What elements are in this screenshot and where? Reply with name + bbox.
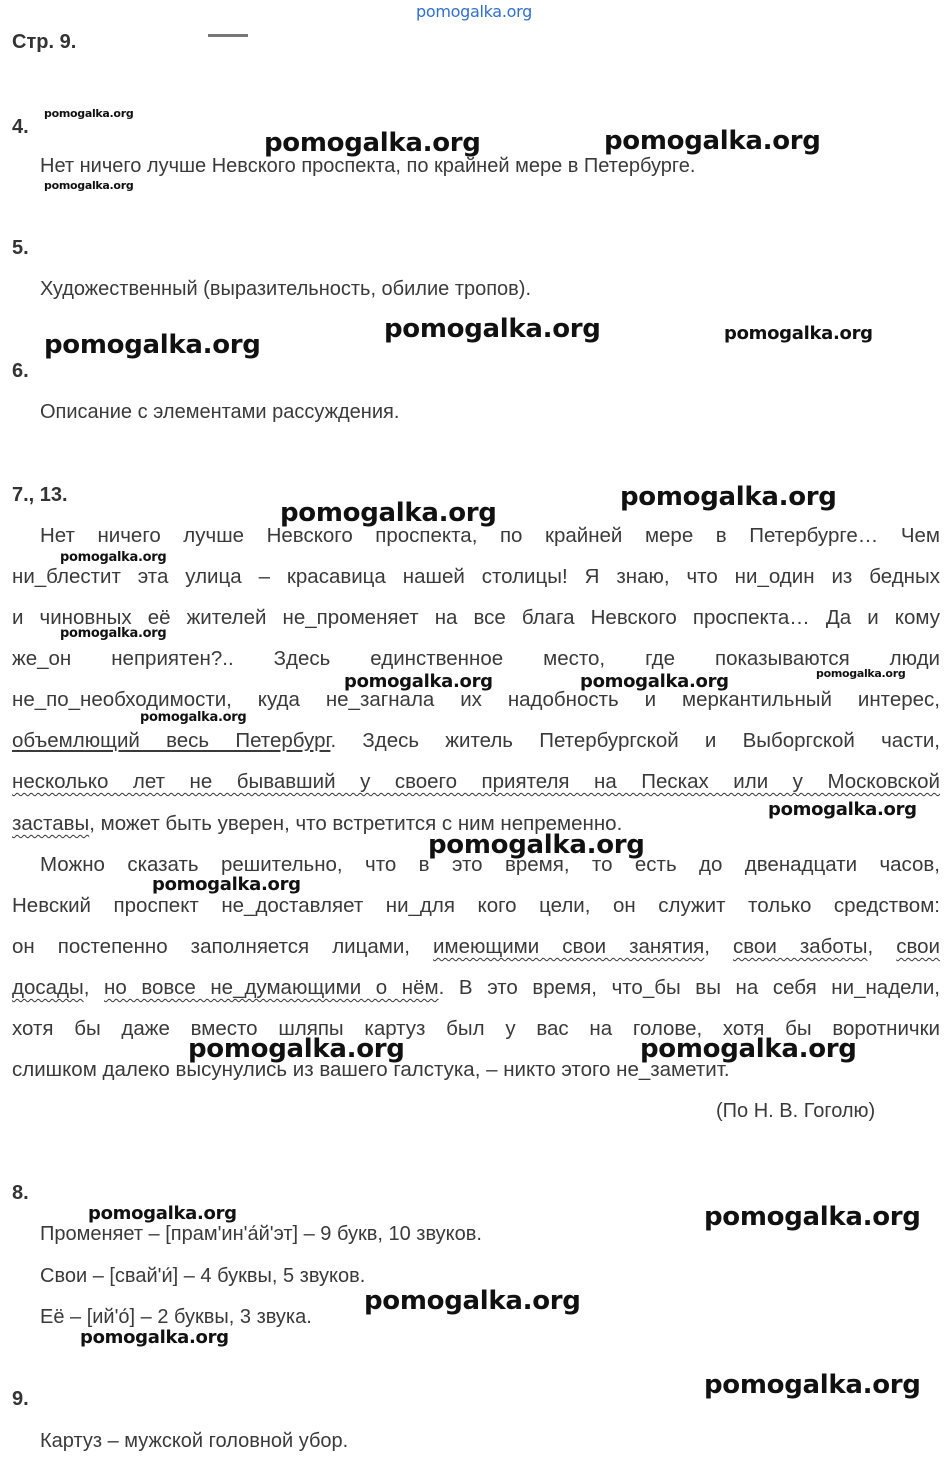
wavy-underlined-phrase: но вовсе не_думающими о нём: [104, 976, 439, 999]
text-line-14: слишком далеко высунулись из вашего галстука, – никто этого не_заметит.: [12, 1058, 730, 1081]
watermark: pomogalka.org: [816, 667, 906, 680]
text-line-1: Нет ничего лучше Невского проспекта, по крайней мере в Петербурге… Чем: [40, 524, 940, 547]
text-line-7: [12, 770, 940, 794]
watermark: pomogalka.org: [580, 671, 729, 692]
task-number-5: 5.: [12, 237, 29, 259]
text-segment: ,: [83, 976, 105, 999]
watermark: pomogalka.org: [188, 1034, 405, 1064]
watermark: pomogalka.org: [60, 550, 167, 565]
site-watermark-top: pomogalka.org: [416, 2, 532, 21]
text-line-4: же_он неприятен?.. Здесь единственное место, где показываются люди: [12, 647, 940, 670]
watermark: pomogalka.org: [704, 1202, 921, 1232]
task-number-6: 6.: [12, 360, 29, 382]
text-segment: ,: [867, 935, 897, 958]
watermark: pomogalka.org: [80, 1327, 229, 1348]
source-attribution: (По Н. В. Гоголю): [716, 1100, 876, 1122]
text-line-13: хотя бы даже вместо шляпы картуз был у вас на голове, хотя бы воротнички: [12, 1017, 940, 1040]
text-line-5: не_по_необходимости, куда не_загнала их надобность и меркантильный интерес,: [12, 688, 940, 711]
text-line-3: и чиновных её жителей не_променяет на все блага Невского проспекта… Да и кому: [12, 606, 940, 629]
watermark: pomogalka.org: [264, 128, 481, 158]
wavy-underlined-word: досады: [12, 976, 84, 999]
task-8-line-3: Её – [ий'о́] – 2 буквы, 3 звука.: [40, 1306, 312, 1328]
text-line-6: [12, 729, 940, 753]
watermark: pomogalka.org: [44, 107, 134, 120]
wavy-underlined-phrase: имеющими свои занятия: [433, 935, 705, 958]
task-number-9: 9.: [12, 1388, 29, 1410]
underlined-phrase: объемлющий весь Петербург: [12, 729, 331, 752]
watermark: pomogalka.org: [620, 482, 837, 512]
text-line-11: [12, 935, 940, 959]
task-8-line-2: Свои – [свай'и́] – 4 буквы, 5 звуков.: [40, 1265, 366, 1287]
watermark: pomogalka.org: [280, 498, 497, 528]
watermark: pomogalka.org: [344, 671, 493, 692]
watermark: pomogalka.org: [704, 1370, 921, 1400]
cropped-text-fragment: [208, 34, 256, 38]
watermark: pomogalka.org: [604, 126, 821, 156]
watermark: pomogalka.org: [428, 830, 645, 860]
watermark: pomogalka.org: [88, 1203, 237, 1224]
watermark: pomogalka.org: [152, 874, 301, 895]
task-9-answer: Картуз – мужской головной убор.: [40, 1430, 349, 1452]
task-number-8: 8.: [12, 1182, 29, 1204]
text-segment: . В это время, что_бы вы на себя ни_надели,: [438, 976, 940, 999]
watermark: pomogalka.org: [60, 626, 167, 641]
page-label: Стр. 9.: [12, 31, 77, 53]
watermark: pomogalka.org: [768, 799, 917, 820]
wavy-underlined-phrase: несколько лет не бывавший у своего приятеля на Песках или у Московской: [12, 770, 940, 793]
text-segment: он постепенно заполняется лицами,: [12, 935, 434, 958]
wavy-underlined-phrase: свои заботы: [733, 935, 868, 958]
watermark: pomogalka.org: [384, 314, 601, 344]
watermark: pomogalka.org: [44, 179, 134, 192]
watermark: pomogalka.org: [364, 1286, 581, 1316]
task-4-answer: Нет ничего лучше Невского проспекта, по крайней мере в Петербурге.: [40, 155, 696, 177]
task-number-7-13: 7., 13.: [12, 484, 68, 506]
watermark: pomogalka.org: [640, 1034, 857, 1064]
task-number-4: 4.: [12, 116, 29, 138]
watermark: pomogalka.org: [140, 710, 247, 725]
task-5-answer: Художественный (выразительность, обилие тропов).: [40, 278, 532, 300]
text-line-9: Можно сказать решительно, что в это время, то есть до двенадцати часов,: [40, 853, 940, 876]
watermark: pomogalka.org: [44, 330, 261, 360]
text-segment: , может быть уверен, что встретится с ним непременно.: [89, 812, 623, 835]
wavy-underlined-word: заставы: [12, 812, 90, 835]
task-6-answer: Описание с элементами рассуждения.: [40, 401, 400, 423]
wavy-underlined-word: свои: [896, 935, 940, 958]
task-8-line-1: Променяет – [прам'ин'а́й'эт] – 9 букв, 10 звуков.: [40, 1223, 482, 1245]
text-segment: . Здесь житель Петербургской и Выборгской части,: [330, 729, 940, 752]
text-line-12: [12, 976, 940, 1000]
text-line-2: ни_блестит эта улица – красавица нашей столицы! Я знаю, что ни_один из бедных: [12, 565, 940, 588]
watermark: pomogalka.org: [724, 323, 873, 344]
text-segment: ,: [704, 935, 734, 958]
text-line-10: Невский проспект не_доставляет ни_для кого цели, он служит только средством:: [12, 894, 940, 917]
